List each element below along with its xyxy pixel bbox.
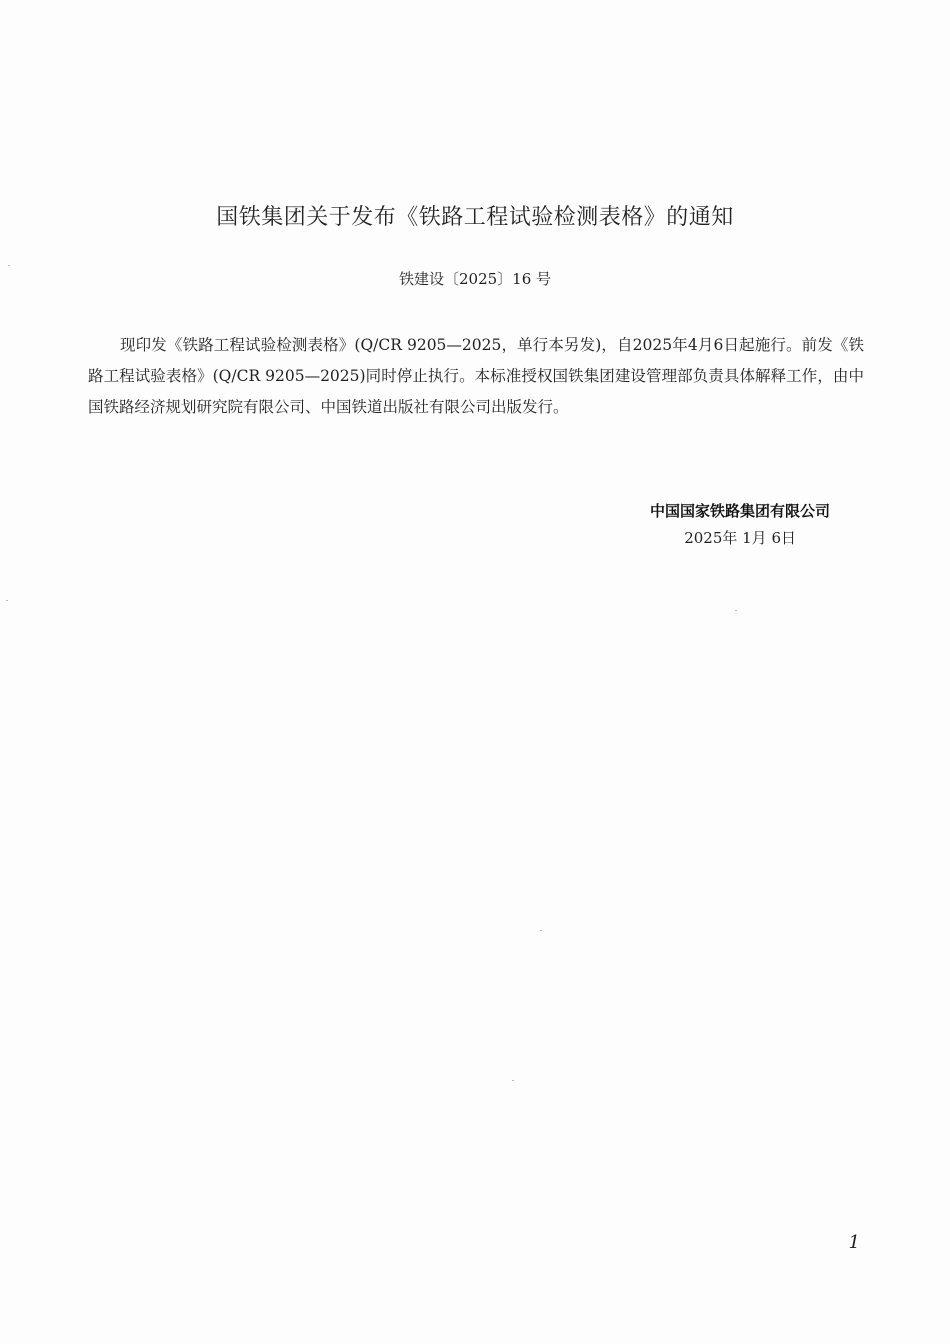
page-number: 1 bbox=[848, 1232, 860, 1253]
scan-speck bbox=[512, 1080, 514, 1081]
body-paragraph: 现印发《铁路工程试验检测表格》(Q/CR 9205—2025，单行本另发)，自2025年4月6日起施行。前发《铁路工程试验表格》(Q/CR 9205—2025)同时停止执行。本标准授权国铁集团建设管理部负责具体解释工作，由中国铁路经济规划研究院有限公司、中国铁道出版社有限公司出版发行。 bbox=[88, 336, 864, 416]
scan-speck bbox=[540, 930, 542, 931]
scan-speck bbox=[735, 610, 737, 611]
issuer-signature: 中国国家铁路集团有限公司 bbox=[649, 502, 830, 520]
notice-title: 国铁集团关于发布《铁路工程试验检测表格》的通知 bbox=[216, 205, 734, 230]
document-number: 铁建设〔2025〕16 号 bbox=[398, 270, 552, 288]
notice-body bbox=[88, 330, 864, 423]
scan-speck bbox=[8, 265, 10, 266]
issue-date: 2025年 1月 6日 bbox=[684, 529, 796, 547]
scan-speck bbox=[6, 600, 8, 601]
